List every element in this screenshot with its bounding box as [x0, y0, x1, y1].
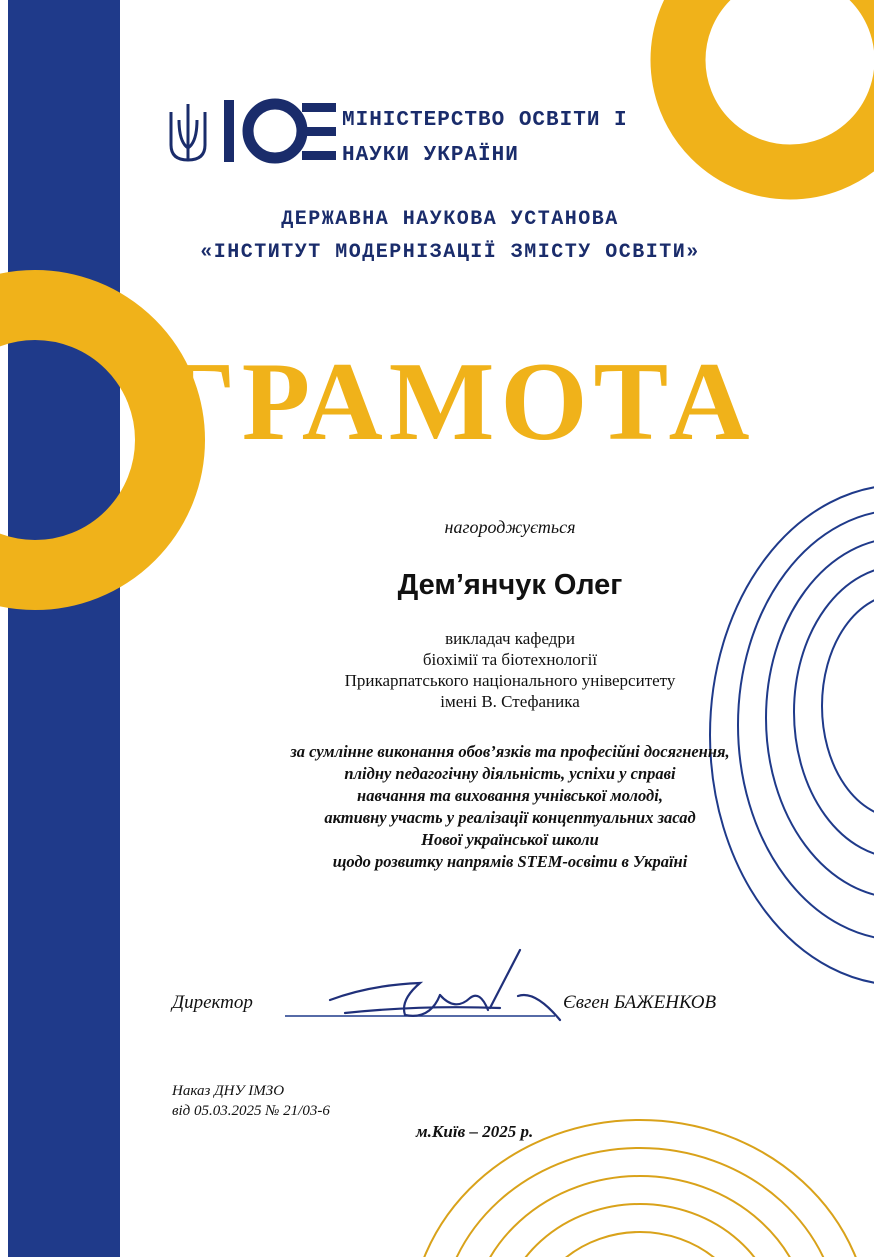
- blue-band: [8, 0, 120, 1257]
- top-right-gold-arc: [678, 0, 874, 172]
- place-date: м.Київ – 2025 р.: [416, 1122, 534, 1141]
- reason-line: активну участь у реалізації концептуальних засад: [324, 808, 696, 827]
- position-line: викладач кафедри: [445, 629, 575, 648]
- position-line: імені В. Стефаника: [440, 692, 580, 711]
- position-line: біохімії та біотехнології: [422, 650, 598, 669]
- director-label: Директор: [172, 992, 253, 1013]
- institute-line-1: ДЕРЖАВНА НАУКОВА УСТАНОВА: [281, 208, 619, 231]
- awarded-text: нагороджується: [444, 517, 576, 537]
- reason-line: за сумлінне виконання обов’язків та професійні досягнення,: [290, 742, 730, 761]
- institute-line-2: «ІНСТИТУТ МОДЕРНІЗАЦІЇ ЗМІСТУ ОСВІТИ»: [200, 241, 700, 264]
- ministry-line-1: МІНІСТЕРСТВО ОСВІТИ І: [342, 109, 628, 132]
- director-name: Євген БАЖЕНКОВ: [563, 992, 717, 1013]
- reason-line: Нової української школи: [421, 830, 599, 849]
- reason-line: навчання та виховання учнівської молоді,: [357, 786, 663, 805]
- right-concentric-lines: [710, 485, 874, 985]
- ministry-name: [342, 103, 628, 173]
- reason-line: плідну педагогічну діяльність, успіхи у справі: [344, 764, 676, 783]
- order-line-2: від 05.03.2025 № 21/03-6: [172, 1103, 330, 1119]
- recipient-position: [140, 628, 874, 712]
- recipient-name: Дем’янчук Олег: [397, 569, 623, 601]
- institute-name: [100, 203, 800, 269]
- ministry-logo-icon: [224, 100, 336, 162]
- certificate-title: ГРАМОТА: [164, 340, 756, 464]
- trident-emblem-icon: [171, 104, 205, 160]
- handwritten-signature: [330, 950, 560, 1020]
- order-reference: [172, 1081, 330, 1121]
- ministry-line-2: НАУКИ УКРАЇНИ: [342, 144, 519, 167]
- order-line-1: Наказ ДНУ ІМЗО: [172, 1083, 285, 1099]
- award-reason: [140, 741, 874, 873]
- position-line: Прикарпатського національного університету: [344, 671, 676, 690]
- reason-line: щодо розвитку напрямів STEM-освіти в Україні: [332, 852, 688, 871]
